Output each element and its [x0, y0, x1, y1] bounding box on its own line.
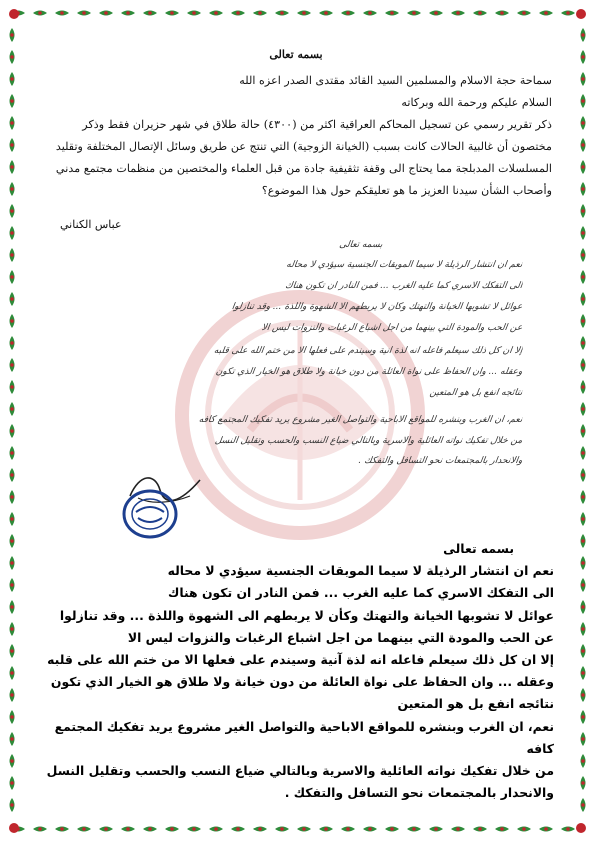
border-ornament — [55, 827, 69, 832]
transcription-line: إلا ان كل ذلك سيعلم فاعله انه لذة آنية وسيندم على فعلها الا من ختم الله على قلبه — [47, 652, 554, 668]
border-ornament — [581, 358, 586, 372]
transcription-line: والانحدار بالمجتمعات نحو التسافل والتفكك . — [284, 785, 554, 801]
border-ornament — [10, 556, 15, 570]
border-ornament — [517, 11, 531, 16]
hand-line: نتائجه انفع بل هو المتعين — [428, 388, 523, 398]
border-corner — [576, 9, 586, 19]
border-ornament — [581, 314, 586, 328]
border-ornament — [581, 160, 586, 174]
hand-line: والانحدار بالمجتمعات نحو التسافل والتفكك . — [357, 456, 523, 466]
border-ornament — [581, 534, 586, 548]
border-ornament — [581, 138, 586, 152]
border-ornament — [473, 827, 487, 832]
border-ornament — [77, 11, 91, 16]
border-ornament — [10, 248, 15, 262]
border-ornament — [581, 710, 586, 724]
border-ornament — [10, 424, 15, 438]
border-ornament — [99, 11, 113, 16]
border-ornament — [407, 827, 421, 832]
border-ornament — [581, 50, 586, 64]
border-ornament — [10, 578, 15, 592]
border-ornament — [581, 292, 586, 306]
border-ornament — [429, 827, 443, 832]
border-ornament — [209, 11, 223, 16]
border-ornament — [10, 776, 15, 790]
hand-line: عوائل لا تشوبها الخيانة والتهتك وكأن لا يربطهم الا الشهوة واللذة ... وقد تنازلوا — [231, 302, 523, 312]
border-ornament — [33, 11, 47, 16]
border-ornament — [561, 827, 575, 832]
transcription-line: عوائل لا تشوبها الخيانة والتهتك وكأن لا يربطهم الى الشهوة واللذة ... وقد تنازلوا — [59, 607, 554, 623]
border-ornament — [99, 827, 113, 832]
transcription-title: بسمه تعالى — [443, 541, 514, 556]
border-ornament — [10, 490, 15, 504]
border-ornament — [10, 160, 15, 174]
border-ornament — [165, 827, 179, 832]
border-ornament — [385, 11, 399, 16]
transcription-line: نتائجه انفع بل هو المتعين — [397, 696, 554, 712]
border-ornament — [10, 622, 15, 636]
border-ornament — [451, 827, 465, 832]
border-ornament — [581, 336, 586, 350]
border-ornament — [581, 798, 586, 812]
border-ornament — [209, 827, 223, 832]
border-ornament — [539, 11, 553, 16]
border-ornament — [581, 622, 586, 636]
border-ornament — [231, 827, 245, 832]
border-ornament — [581, 644, 586, 658]
border-ornament — [561, 11, 575, 16]
border-ornament — [187, 827, 201, 832]
border-ornament — [10, 468, 15, 482]
border-ornament — [363, 827, 377, 832]
border-ornament — [581, 28, 586, 42]
border-ornament — [581, 468, 586, 482]
transcription-line: من خلال تفكيك نواته العائلية والاسرية وبالتالي ضياع النسب والحسب وتقليل النسل — [46, 763, 554, 779]
letter-signer: عباس الكناني — [60, 218, 122, 231]
border-ornament — [341, 11, 355, 16]
border-ornament — [581, 446, 586, 460]
border-ornament — [10, 94, 15, 108]
border-ornament — [77, 827, 91, 832]
border-ornament — [581, 512, 586, 526]
border-ornament — [581, 490, 586, 504]
border-ornament — [581, 270, 586, 284]
border-ornament — [253, 827, 267, 832]
hand-line: نعم، ان الغرب وبنشره للمواقع الاباحية والتواصل الغير مشروع يريد تفكيك المجتمع كافه — [198, 415, 523, 425]
border-ornament — [581, 732, 586, 746]
border-ornament — [10, 600, 15, 614]
letter-greeting: سماحة حجة الاسلام والمسلمين السيد القائد مقتدى الصدر اعزه الله — [239, 74, 552, 87]
border-ornament — [581, 204, 586, 218]
border-ornament — [297, 11, 311, 16]
border-ornament — [10, 182, 15, 196]
border-ornament — [253, 11, 267, 16]
border-ornament — [10, 358, 15, 372]
border-ornament — [275, 11, 289, 16]
border-ornament — [10, 402, 15, 416]
border-ornament — [143, 827, 157, 832]
question-letter — [40, 44, 552, 202]
border-ornament — [10, 336, 15, 350]
border-ornament — [10, 644, 15, 658]
border-ornament — [581, 556, 586, 570]
border-ornament — [10, 72, 15, 86]
transcription-line: نعم ان انتشار الرذيلة لا سيما الموبقات الجنسية سيؤدي لا محاله — [167, 563, 554, 579]
border-ornament — [121, 827, 135, 832]
border-ornament — [10, 28, 15, 42]
border-ornament — [517, 827, 531, 832]
border-ornament — [363, 11, 377, 16]
border-ornament — [429, 11, 443, 16]
border-ornament — [10, 732, 15, 746]
border-ornament — [10, 270, 15, 284]
transcription-line: نعم، ان الغرب وبنشره للمواقع الاباحية والتواصل الغير مشروع يريد تفكيك المجتمع كافه — [54, 718, 554, 756]
border-ornament — [33, 827, 47, 832]
border-ornament — [231, 11, 245, 16]
border-ornament — [10, 534, 15, 548]
hand-line: الى التفكك الاسري كما عليه الغرب ... فمن النادر ان تكون هناك — [284, 281, 523, 291]
border-ornament — [581, 72, 586, 86]
border-ornament — [581, 578, 586, 592]
border-ornament — [10, 688, 15, 702]
border-ornament — [581, 182, 586, 196]
border-ornament — [473, 11, 487, 16]
transcription-line: عن الحب والمودة التي بينهما من اجل اشباع الرغبات والنزوات ليس الا — [127, 629, 554, 645]
border-ornament — [581, 402, 586, 416]
hand-line: من خلال تفكيك نواته العائلية والاسرية وبالتالي ضياع النسب والحسب وتقليل النسل — [214, 436, 523, 446]
transcription-line: وعقله ... وان الحفاظ على نواة العائلة من دون خيانة ولا طلاق هو الخيار الذي تكون — [50, 674, 554, 690]
border-corner — [576, 823, 586, 833]
border-ornament — [10, 666, 15, 680]
letter-salam: السلام عليكم ورحمة الله وبركاته — [401, 96, 552, 109]
border-ornament — [385, 827, 399, 832]
border-corner — [9, 823, 19, 833]
border-ornament — [581, 94, 586, 108]
border-ornament — [581, 666, 586, 680]
border-ornament — [495, 827, 509, 832]
hand-line: بسمه تعالى — [338, 240, 383, 250]
official-seal — [120, 488, 180, 540]
border-ornament — [10, 314, 15, 328]
border-ornament — [10, 292, 15, 306]
border-ornament — [581, 116, 586, 130]
border-ornament — [187, 11, 201, 16]
handwritten-reply — [82, 240, 522, 470]
border-ornament — [297, 827, 311, 832]
border-ornament — [319, 827, 333, 832]
border-ornament — [10, 226, 15, 240]
typed-transcription — [42, 538, 554, 804]
border-ornament — [10, 710, 15, 724]
hand-line: وعقله ... وان الحفاظ على نواة العائلة من دون خيانة ولا طلاق هو الخيار الذي تكون — [215, 367, 523, 377]
border-ornament — [55, 11, 69, 16]
border-ornament — [451, 11, 465, 16]
border-ornament — [10, 50, 15, 64]
border-ornament — [581, 754, 586, 768]
hand-line: عن الحب والمودة التي بينهما من اجل اشباع الرغبات والنزوات ليس الا — [260, 323, 523, 333]
border-ornament — [10, 512, 15, 526]
border-ornament — [341, 827, 355, 832]
letter-body: ذكر تقرير رسمي عن تسجيل المحاكم العراقية اكثر من (٤٣٠٠) حالة طلاق في شهر حزيران فقط وذكر مختصون أن غالبية الحالات كانت بسبب (الخيانة الزوجية) التي تنتج عن طريق وسائل الإتصال المختلفة وتقليد المسلسلات المدبلجة مما يحتاج الى وقفة تثقيفية جادة من قبل العلماء والمختصين من منظمات مجتمع مدني وأصحاب الشأن سيدنا العزيز ما هو تعليقكم حول هذا الموضوع؟ — [55, 118, 552, 197]
border-corner — [9, 9, 19, 19]
border-ornament — [581, 380, 586, 394]
border-ornament — [581, 688, 586, 702]
border-ornament — [581, 226, 586, 240]
border-ornament — [319, 11, 333, 16]
border-ornament — [581, 424, 586, 438]
border-ornament — [10, 138, 15, 152]
border-ornament — [10, 446, 15, 460]
border-ornament — [10, 116, 15, 130]
border-ornament — [10, 380, 15, 394]
border-ornament — [275, 827, 289, 832]
border-ornament — [539, 827, 553, 832]
hand-line: نعم ان انتشار الرذيلة لا سيما الموبقات الجنسية سيؤدي لا محاله — [285, 260, 523, 270]
border-ornament — [10, 204, 15, 218]
border-ornament — [407, 11, 421, 16]
border-ornament — [121, 11, 135, 16]
hand-line: إلا ان كل ذلك سيعلم فاعله انه لذة آنية وسيندم على فعلها الا من ختم الله على قلبه — [213, 346, 523, 356]
letter-basmala: بسمه تعالى — [269, 48, 323, 61]
border-ornament — [165, 11, 179, 16]
border-ornament — [581, 776, 586, 790]
transcription-line: الى التفكك الاسري كما عليه الغرب ... فمن النادر ان تكون هناك — [167, 585, 554, 601]
border-ornament — [143, 11, 157, 16]
border-ornament — [581, 600, 586, 614]
border-ornament — [10, 754, 15, 768]
border-ornament — [581, 248, 586, 262]
border-ornament — [495, 11, 509, 16]
border-ornament — [10, 798, 15, 812]
